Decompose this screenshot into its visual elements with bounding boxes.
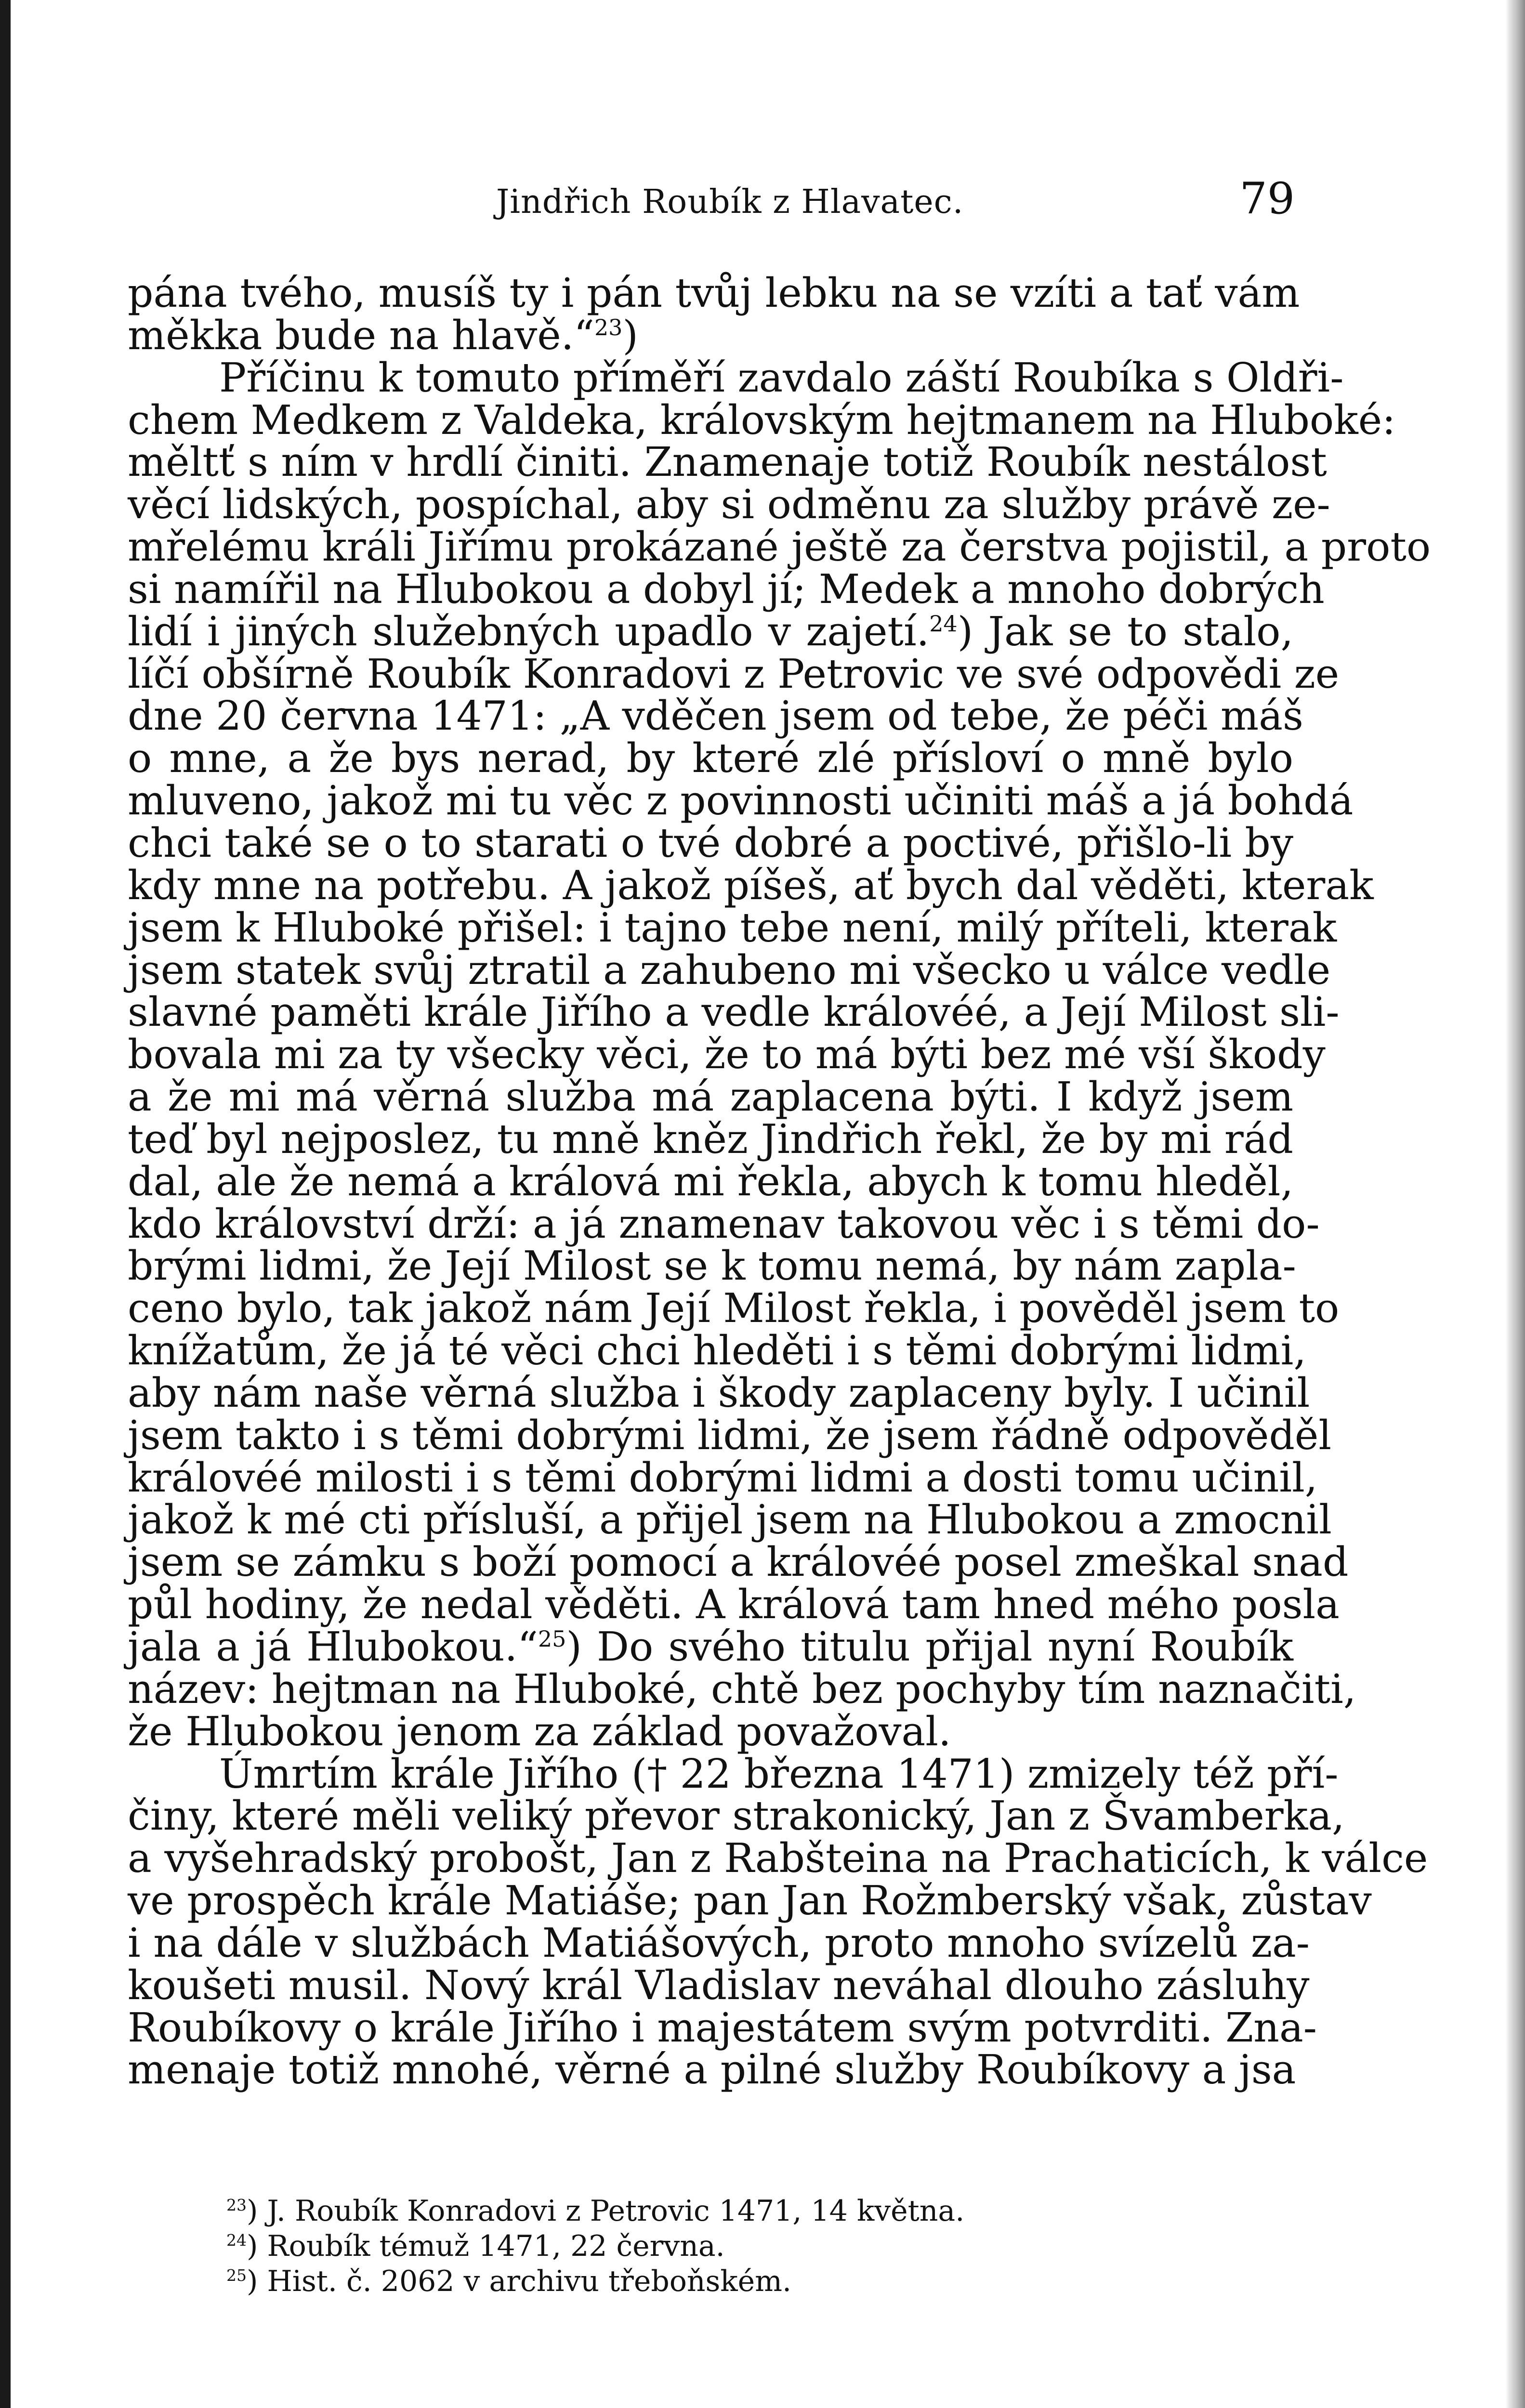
text-line — [128, 1453, 1318, 1501]
scan-edge-left — [0, 0, 11, 2408]
text-line — [128, 903, 1337, 951]
text-line — [128, 269, 1300, 316]
text-line — [128, 777, 1354, 824]
text-line — [128, 988, 1340, 1036]
line-text: chem Medkem z Valdeka, královským hejtmanem na Hluboké: — [128, 396, 1396, 444]
line-text: pána tvého, musíš ty i pán tvůj lebku na se vzíti a tať vám — [128, 269, 1300, 316]
line-text: jsem se zámku s boží pomocí a královéé posel zmeškal snad — [128, 1538, 1349, 1586]
text-line — [128, 438, 1327, 486]
text-line — [128, 1834, 1428, 1882]
line-text: název: hejtman na Hluboké, chtě bez pochyby tím naznačiti, — [128, 1665, 1356, 1713]
line-text: jsem takto i s těmi dobrými lidmi, že jsem řádně odpověděl — [128, 1411, 1332, 1459]
footnote-text: ) J. Roubík Konradovi z Petrovic 1471, 14 května. — [247, 2194, 965, 2228]
line-text: aby nám naše věrná služba i škody zaplaceny byly. I učinil — [128, 1369, 1310, 1416]
footnote — [226, 2264, 964, 2299]
line-text: královéé milosti i s těmi dobrými lidmi a dosti tomu učinil, — [128, 1453, 1318, 1501]
text-line — [128, 1665, 1356, 1713]
text-line — [128, 692, 1303, 740]
footnote-marker: 23 — [226, 2196, 247, 2214]
text-line — [128, 396, 1396, 444]
text-line — [128, 565, 1325, 613]
page-header — [159, 169, 1295, 226]
line-text: činy, které měli veliký převor strakonický, Jan z Švamberka, — [128, 1792, 1345, 1840]
line-text: ceno bylo, tak jakož nám Její Milost řekla, i pověděl jsem to — [128, 1284, 1340, 1332]
line-text: jala a já Hlubokou.“ — [128, 1623, 538, 1670]
text-line — [128, 1200, 1320, 1247]
text-line — [128, 1115, 1293, 1163]
text-line — [128, 1157, 1293, 1205]
text-line — [128, 1538, 1349, 1586]
line-text: knížatům, že já té věci chci hleděti i s těmi dobrými lidmi, — [128, 1327, 1306, 1374]
line-text: že Hlubokou jenom za základ považoval. — [128, 1707, 951, 1755]
line-text: ve prospěch krále Matiáše; pan Jan Rožmberský však, zůstav — [128, 1877, 1372, 1924]
text-line — [128, 2046, 1296, 2094]
line-text: líčí obšírně Roubík Konradovi z Petrovic ve své odpovědi ze — [128, 650, 1340, 697]
line-text: jakož k mé cti přísluší, a přijel jsem na Hlubokou a zmocnil — [128, 1496, 1332, 1544]
text-line — [128, 607, 1293, 655]
footnote-text: ) Roubík témuž 1471, 22 června. — [247, 2229, 725, 2263]
line-text: Úmrtím krále Jiřího († 22 března 1471) zmizely též pří- — [219, 1750, 1339, 1797]
text-line — [128, 1792, 1345, 1840]
line-text: bovala mi za ty všecky věci, že to má býti bez mé vší škody — [128, 1031, 1326, 1078]
line-text: o mne, a že bys nerad, by které zlé přísloví o mně bylo — [128, 734, 1293, 782]
text-line — [128, 1581, 1340, 1628]
text-line — [128, 1284, 1340, 1332]
scan-edge-right — [1506, 0, 1525, 2408]
footnote-marker: 24 — [226, 2231, 247, 2250]
text-line — [128, 1242, 1296, 1290]
line-text: dal, ale že nemá a králová mi řekla, abych k tomu hleděl, — [128, 1157, 1293, 1205]
footnote-reference: 25 — [538, 1626, 566, 1652]
running-head: Jindřich Roubík z Hlavatec. — [496, 183, 964, 221]
text-line — [128, 1369, 1310, 1416]
line-text: a vyšehradský probošt, Jan z Rabšteina na Prachaticích, k válce — [128, 1834, 1428, 1882]
footnote-marker: 25 — [226, 2266, 247, 2285]
text-line — [128, 1707, 1293, 1755]
footnote-reference: 24 — [929, 610, 958, 637]
text-line — [128, 1031, 1326, 1078]
text-line — [128, 1961, 1310, 2009]
line-text: teď byl nejposlez, tu mně kněz Jindřich řekl, že by mi rád — [128, 1115, 1293, 1163]
footnotes — [226, 2194, 964, 2299]
text-line — [128, 819, 1293, 866]
paragraph — [128, 353, 1431, 1755]
text-line — [128, 2003, 1317, 2051]
line-text: lidí i jiných služebných upadlo v zajetí. — [128, 607, 930, 655]
line-text: měkka bude na hlavě.“ — [128, 311, 594, 359]
line-text: půl hodiny, že nedal věděti. A králová tam hned mého posla — [128, 1581, 1340, 1628]
line-text: slavné paměti krále Jiřího a vedle královéé, a Její Milost sli- — [128, 988, 1340, 1036]
line-text: jsem k Hluboké přišel: i tajno tebe není, milý příteli, kterak — [128, 903, 1337, 951]
line-text: i na dále v službách Matiášových, proto mnoho svízelů za- — [128, 1919, 1310, 1966]
line-text: Příčinu k tomuto příměří zavdalo záští Roubíka s Oldři- — [219, 353, 1344, 401]
line-text-continued: ) Jak se to stalo, — [957, 607, 1293, 655]
text-line — [128, 861, 1374, 909]
line-text: jsem statek svůj ztratil a zahubeno mi všecko u válce vedle — [128, 946, 1331, 994]
line-text: si namířil na Hlubokou a dobyl jí; Medek a mnoho dobrých — [128, 565, 1325, 613]
line-text-continued: ) Do svého titulu přijal nyní Roubík — [566, 1623, 1294, 1670]
line-text: Roubíkovy o krále Jiřího i majestátem svým potvrditi. Zna- — [128, 2003, 1317, 2051]
line-text: menaje totiž mnohé, věrné a pilné služby Roubíkovy a jsa — [128, 2046, 1296, 2094]
line-text: chci také se o to starati o tvé dobré a poctivé, přišlo-li by — [128, 819, 1293, 866]
footnote-reference: 23 — [594, 314, 623, 341]
text-line — [128, 1073, 1293, 1121]
paragraph — [128, 1750, 1428, 2094]
text-line — [128, 523, 1431, 571]
line-text: kdo království drží: a já znamenav takovou věc i s těmi do- — [128, 1200, 1320, 1247]
text-line — [128, 481, 1330, 528]
footnote — [226, 2194, 964, 2229]
text-line — [128, 1496, 1332, 1544]
text-line — [128, 1750, 1339, 1797]
line-text: a že mi má věrná služba má zaplacena býti. I když jsem — [128, 1073, 1293, 1121]
line-text: mluveno, jakož mi tu věc z povinnosti učiniti máš a já bohdá — [128, 777, 1354, 824]
text-line — [128, 1411, 1332, 1459]
text-line — [128, 353, 1344, 401]
text-line — [128, 650, 1340, 697]
page-number: 79 — [1239, 173, 1295, 224]
line-text: dne 20 června 1471: „A vděčen jsem od tebe, že péči máš — [128, 692, 1303, 740]
footnote — [226, 2229, 964, 2264]
line-text: koušeti musil. Nový král Vladislav neváhal dlouho zásluhy — [128, 1961, 1310, 2009]
footnote-text: ) Hist. č. 2062 v archivu třeboňském. — [247, 2264, 792, 2298]
body-text — [128, 269, 1431, 2094]
text-line — [128, 1919, 1310, 1966]
line-text: mřelému králi Jiřímu prokázané ještě za čerstva pojistil, a proto — [128, 523, 1431, 571]
text-line — [128, 1327, 1306, 1374]
text-line — [128, 1623, 1294, 1670]
paragraph — [128, 269, 1300, 359]
text-line — [128, 311, 1293, 359]
text-line — [128, 734, 1293, 782]
line-text: brými lidmi, že Její Milost se k tomu nemá, by nám zapla- — [128, 1242, 1296, 1290]
text-line — [128, 1877, 1372, 1924]
line-text: kdy mne na potřebu. A jakož píšeš, ať bych dal věděti, kterak — [128, 861, 1374, 909]
line-text-continued: ) — [622, 311, 638, 359]
text-line — [128, 946, 1331, 994]
line-text: věcí lidských, pospíchal, aby si odměnu za služby právě ze- — [128, 481, 1330, 528]
line-text: měltť s ním v hrdlí činiti. Znamenaje totiž Roubík nestálost — [128, 438, 1327, 486]
